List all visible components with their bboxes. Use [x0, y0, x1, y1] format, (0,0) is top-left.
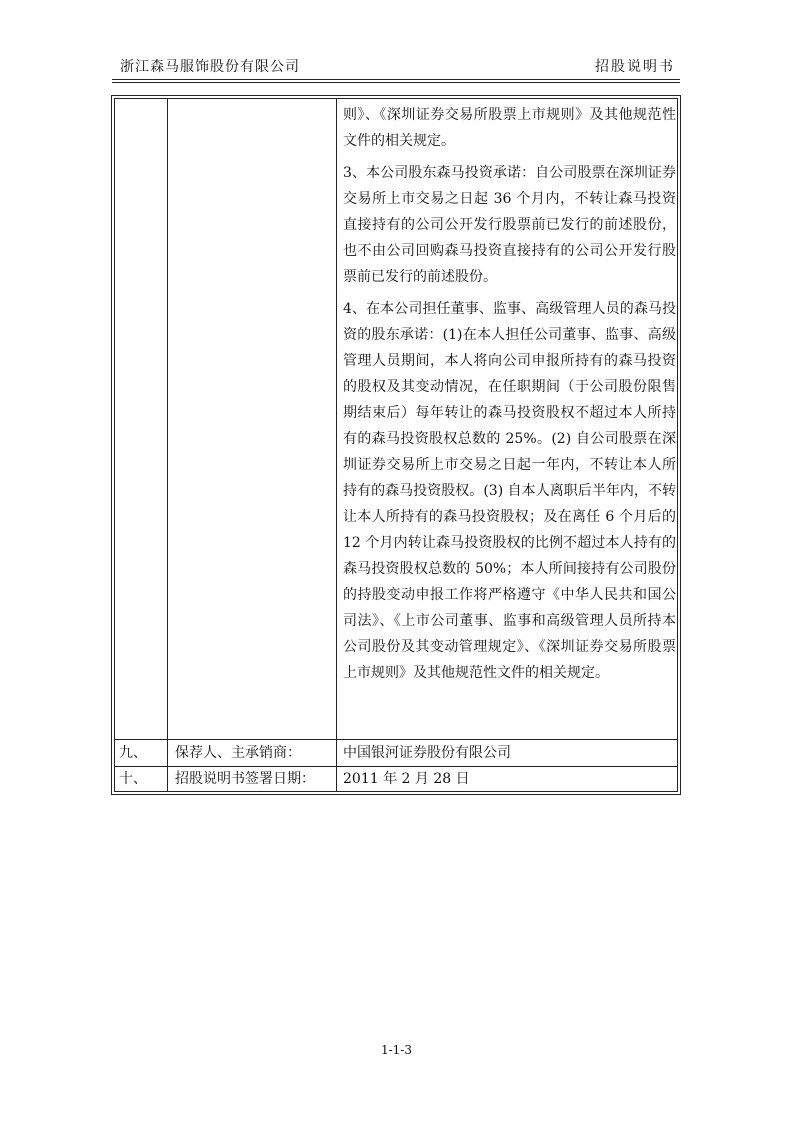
column-divider-1	[167, 99, 168, 791]
column-divider-2	[336, 99, 337, 791]
header-rule	[112, 79, 680, 80]
row-10-label: 招股说明书签署日期：	[175, 771, 315, 787]
row-9-label: 保荐人、主承销商：	[175, 745, 301, 761]
header-document-type: 招股说明书	[595, 59, 675, 75]
commitments-cell	[343, 102, 676, 686]
header-company-name: 浙江森马服饰股份有限公司	[120, 59, 300, 75]
info-table	[111, 95, 681, 795]
header-rule-double	[112, 82, 680, 83]
row-9-number: 九、	[119, 745, 147, 761]
row-9-value: 中国银河证券股份有限公司	[343, 745, 511, 761]
commitment-paragraph-end: 则》、《深圳证券交易所股票上市规则》及其他规范性文件的相关规定。	[343, 107, 676, 149]
page-number: 1-1-3	[380, 1043, 412, 1057]
row-divider-2	[115, 766, 677, 767]
row-10-number: 十、	[119, 771, 147, 787]
row-divider-1	[115, 739, 677, 740]
commitment-paragraph-3: 3、本公司股东森马投资承诺：自公司股票在深圳证券交易所上市交易之日起 36 个月内，不转让森马投资直接持有的公司公开发行股票前已发行的前述股份，也不由公司回购森马投资直接持有的公司公开发行股票前已发行的前述股份。	[343, 165, 676, 285]
commitment-paragraph-4: 4、在本公司担任董事、监事、高级管理人员的森马投资的股东承诺：(1)在本人担任公司董事、监事、高级管理人员期间，本人将向公司申报所持有的森马投资的股权及其变动情况，在任职期间（于公司股份限售期结束后）每年转让的森马投资股权不超过本人所持有的森马投资股权总数的 25%。(2) 自公司股票在深圳证券交易所上市交易之日起一年内，不转让本人所持有的森马投资股权。(3) 自本人离职后半年内，不转让本人所持有的森马投资股权；及在离任 6 个月后的 12 个月内转让森马投资股权的比例不超过本人持有的森马投资股权总数的 50%；本人所间接持有公司股份的持股变动申报工作将严格遵守《中华人民共和国公司法》、《上市公司董事、监事和高级管理人员所持本公司股份及其变动管理规定》、《深圳证券交易所股票上市规则》及其他规范性文件的相关规定。	[343, 301, 676, 681]
info-table-inner-border	[114, 98, 678, 792]
row-10-value: 2011 年 2 月 28 日	[343, 771, 470, 787]
